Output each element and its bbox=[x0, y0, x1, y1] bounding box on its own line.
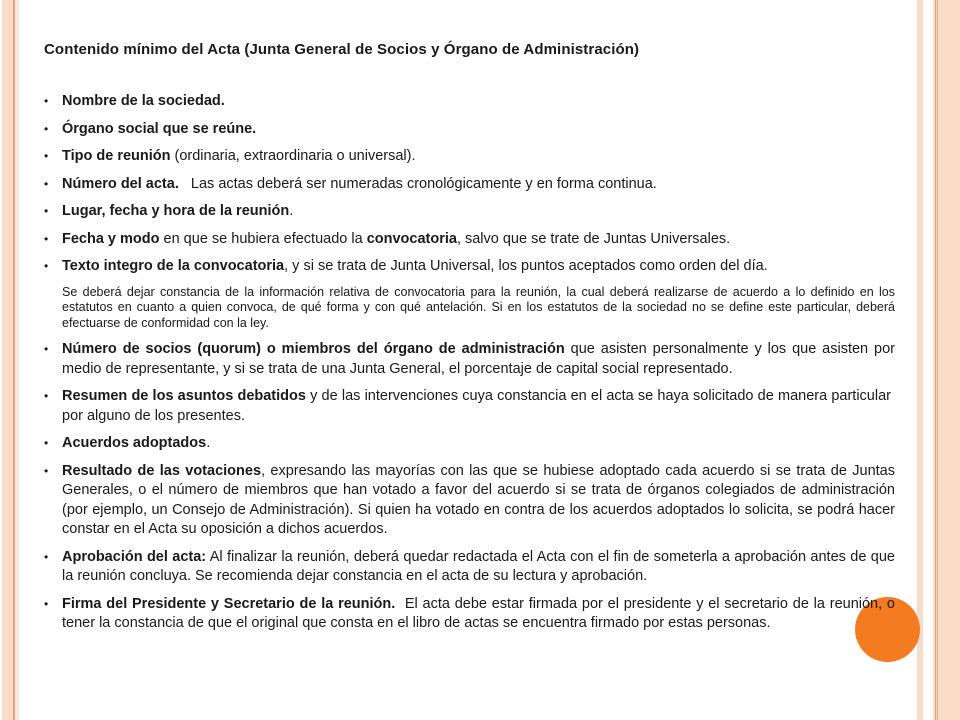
bullet-text bbox=[62, 230, 895, 250]
text-segment-bold: Número del acta. bbox=[62, 175, 179, 192]
bullet-text bbox=[62, 92, 895, 112]
bullet-text bbox=[62, 202, 895, 222]
text-segment-bold: Acuerdos adoptados bbox=[62, 435, 207, 451]
bullet-item bbox=[44, 202, 895, 222]
text-segment: . bbox=[289, 203, 294, 219]
bullet-text bbox=[62, 434, 895, 454]
bullet-item bbox=[44, 434, 895, 454]
text-segment-bold: convocatoria bbox=[366, 230, 457, 247]
bullet-text bbox=[62, 257, 895, 277]
text-segment-bold: Resumen de los asuntos debatidos bbox=[62, 388, 306, 404]
text-segment: Al finalizar la reunión, deberá quedar redactada el Acta con el fin de someterla a aprobación antes de que la reunión concluya. Se recomienda dejar constancia en el acta de su lectura y aprobación. bbox=[62, 548, 895, 584]
slide-title: Contenido mínimo del Acta (Junta General de Socios y Órgano de Administración) bbox=[44, 41, 640, 58]
bullet-marker: • bbox=[44, 204, 49, 218]
text-segment-bold: Firma del Presidente y Secretario de la reunión. bbox=[62, 595, 396, 612]
text-segment: , salvo que se trate de Juntas Universales. bbox=[456, 230, 731, 247]
bullet-marker: • bbox=[44, 389, 49, 403]
bullet-marker: • bbox=[44, 549, 49, 564]
text-segment: y de las intervenciones cuya constancia en el acta se haya solicitado de manera particular por alguno de los presentes. bbox=[62, 388, 895, 424]
bullet-text bbox=[62, 340, 895, 379]
right-border-line-1 bbox=[937, 0, 938, 720]
text-segment-bold: Lugar, fecha y hora de la reunión bbox=[62, 203, 290, 219]
text-segment-bold: Aprobación del acta: bbox=[62, 548, 207, 565]
bullet-list bbox=[44, 92, 895, 634]
bullet-marker: • bbox=[44, 149, 49, 163]
bullet-marker: • bbox=[44, 259, 49, 273]
bullet-text bbox=[62, 595, 895, 634]
bullet-text bbox=[62, 120, 895, 140]
left-border-inner-stripe bbox=[15, 0, 19, 720]
bullet-item bbox=[44, 120, 895, 140]
bullet-item bbox=[44, 92, 895, 112]
bullet-item bbox=[44, 257, 895, 277]
text-segment-bold: Resultado de las votaciones bbox=[62, 462, 262, 479]
bullet-item bbox=[44, 175, 895, 195]
bullet-item bbox=[44, 548, 895, 587]
bullet-item bbox=[44, 595, 895, 634]
text-segment-bold: Tipo de reunión bbox=[62, 148, 171, 164]
bullet-text bbox=[62, 175, 895, 195]
text-segment: El acta debe estar firmada por el presidente y el secretario de la reunión, o tener la constancia de que el original que consta en el libro de actas se encuentra firmado por estas personas. bbox=[62, 595, 895, 631]
text-segment: en que se hubiera efectuado la bbox=[159, 230, 367, 247]
text-segment: Se deberá dejar constancia de la información relativa de convocatoria para la reunión, la cual deberá realizarse de acuerdo a lo definido en los estatutos en cuanto a quien convoca, de qué forma y con qué antelación. Si en los estatutos de la sociedad no se define este particular, deberá efectuarse de conformidad con la ley. bbox=[62, 284, 895, 330]
text-segment: . bbox=[206, 435, 211, 451]
bullet-item bbox=[44, 462, 895, 540]
bullet-text bbox=[62, 548, 895, 587]
bullet-marker: • bbox=[44, 436, 49, 450]
bullet-marker: • bbox=[44, 121, 49, 136]
bullet-marker: • bbox=[44, 94, 49, 108]
text-segment: Las actas deberá ser numeradas cronológicamente y en forma continua. bbox=[178, 175, 657, 192]
right-border-line-2 bbox=[935, 0, 936, 720]
bullet-text bbox=[62, 462, 895, 540]
text-segment: , y si se trata de Junta Universal, los puntos aceptados como orden del día. bbox=[284, 258, 768, 274]
text-segment-bold: Nombre de la sociedad. bbox=[62, 93, 225, 109]
bullet-marker: • bbox=[44, 176, 49, 191]
text-segment-bold: Número de socios (quorum) o miembros del órgano de administración bbox=[62, 341, 565, 357]
bullet-item bbox=[44, 230, 895, 250]
note-paragraph bbox=[62, 285, 895, 332]
text-segment: (ordinaria, extraordinaria o universal). bbox=[170, 148, 416, 164]
bullet-marker: • bbox=[44, 342, 49, 356]
text-segment-bold: Órgano social que se reúne. bbox=[62, 120, 257, 137]
slide-content bbox=[44, 40, 895, 642]
text-segment-bold: Texto integro de la convocatoria bbox=[62, 258, 285, 274]
bullet-item bbox=[44, 147, 895, 167]
bullet-text bbox=[62, 387, 895, 426]
left-border-stripe bbox=[2, 0, 13, 720]
bullet-marker: • bbox=[44, 596, 49, 611]
text-segment-bold: Fecha y modo bbox=[62, 230, 160, 247]
bullet-marker: • bbox=[44, 463, 49, 478]
right-border-inner-stripe bbox=[917, 0, 923, 720]
bullet-marker: • bbox=[44, 231, 49, 246]
bullet-item bbox=[44, 340, 895, 379]
text-segment: que asisten personalmente y los que asisten por medio de representante, y si se trata de una Junta General, el porcentaje de capital social representado. bbox=[62, 341, 895, 377]
text-segment: , expresando las mayorías con las que se hubiese adoptado cada acuerdo si se trata de Juntas Generales, o el número de miembros que han votado a favor del acuerdo si se trata de órganos colegiados de administración (por ejemplo, un Consejo de Administración). Si quien ha votado en contra de los acuerdos adoptados lo solicita, se podrá hacer constar en el Acta su oposición a dichos acuerdos. bbox=[62, 462, 895, 537]
bullet-item bbox=[44, 387, 895, 426]
bullet-text bbox=[62, 147, 895, 167]
